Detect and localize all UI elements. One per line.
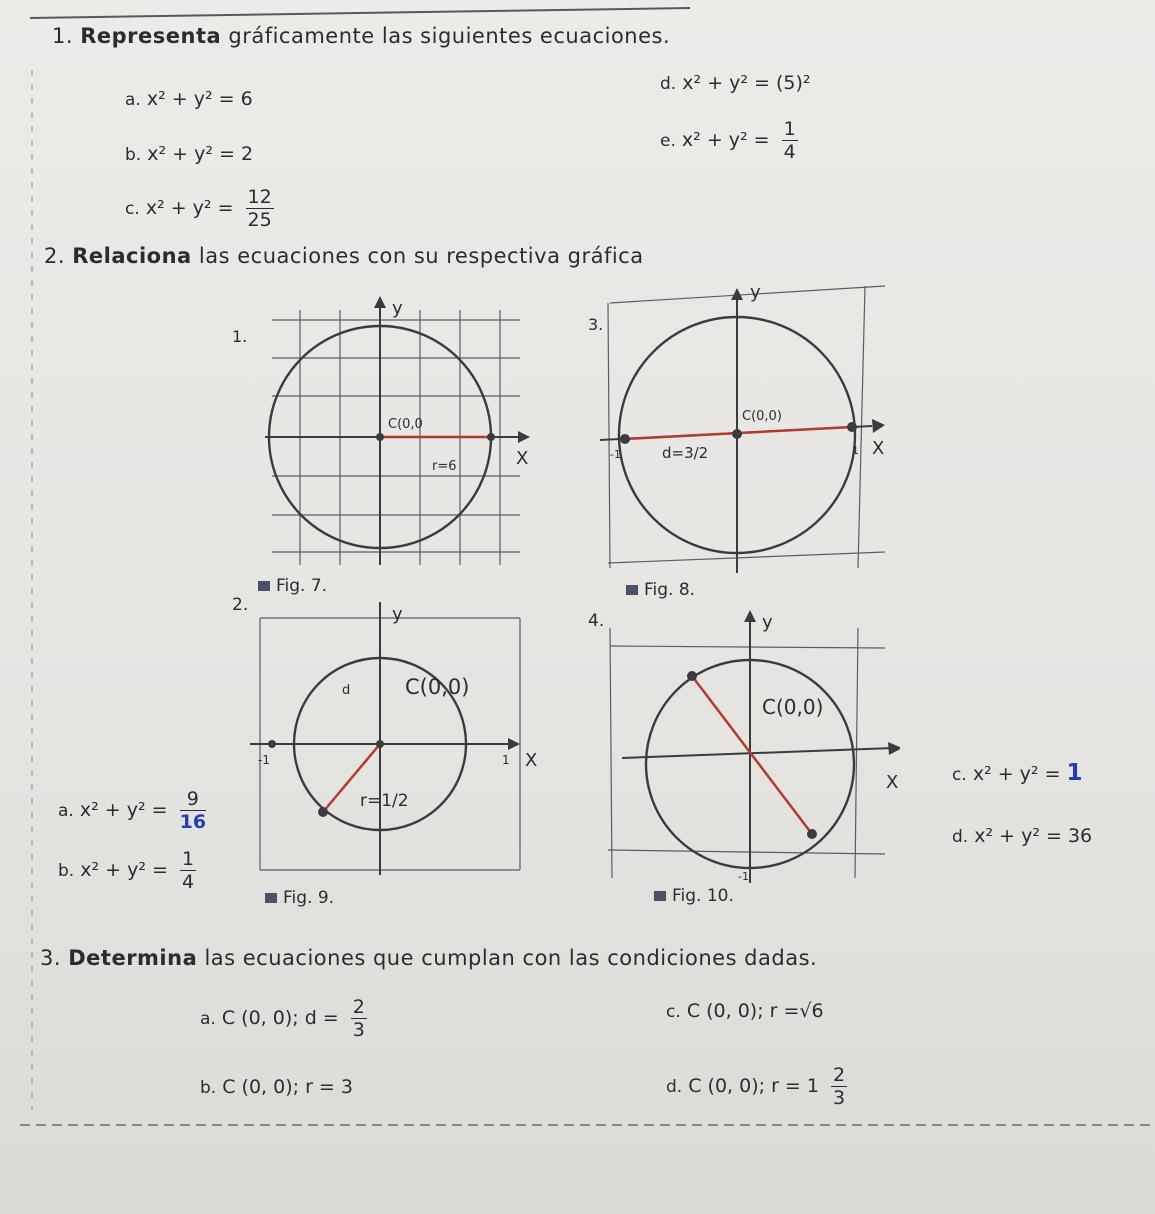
q3-rest: las ecuaciones que cumplan con las condiciones dadas. <box>204 946 818 970</box>
q1-e-eq: x² + y² = <box>681 129 770 151</box>
q1-e-letter: e. <box>660 131 676 151</box>
figure-8-center: C(0,0) <box>742 409 782 424</box>
q2-a-eq: x² + y² = <box>79 799 168 821</box>
figure-9-caption: Fig. 9. <box>265 888 334 908</box>
q3-a-text: C (0, 0); d = <box>221 1007 339 1029</box>
q1-b-eq: x² + y² = 2 <box>147 143 254 165</box>
figure-8-graph <box>580 278 900 578</box>
q3-d-text: C (0, 0); r = 1 <box>688 1075 819 1097</box>
q1-item-a <box>125 88 253 110</box>
figure-7-number: 1. <box>232 327 248 346</box>
figure-10-x-label: X <box>886 772 899 793</box>
figure-9-tick-neg: -1 <box>258 753 270 767</box>
q1-item-e <box>660 118 798 163</box>
q3-b-letter: b. <box>200 1078 217 1098</box>
q1-c-fraction: $\frac{12}{25}$ <box>247 186 272 231</box>
figure-8-caption: Fig. 8. <box>626 580 695 600</box>
q2-bold: Relaciona <box>72 244 192 268</box>
q3-a-fraction: $\frac{2}{3}$ <box>352 996 365 1041</box>
q2-heading <box>44 244 644 268</box>
q2-option-b <box>58 848 196 893</box>
figure-8-tick-neg: -1 <box>610 448 621 461</box>
q2-b-fraction: $\frac{1}{4}$ <box>181 848 195 893</box>
q1-a-eq: x² + y² = 6 <box>146 88 253 110</box>
q3-item-a <box>200 996 367 1041</box>
figure-7-x-label: X <box>516 448 529 469</box>
q2-d-eq: x² + y² = 36 <box>974 825 1093 847</box>
q1-rest: gráficamente las siguientes ecuaciones. <box>228 24 671 48</box>
q1-bold: Representa <box>80 24 222 48</box>
q1-c-eq: x² + y² = <box>145 197 234 219</box>
figure-9-graph <box>220 590 540 890</box>
figure-10-tick-neg: -1 <box>738 870 749 883</box>
q3-c-text: C (0, 0); r =√6 <box>686 1000 824 1022</box>
q2-b-eq: x² + y² = <box>80 859 168 881</box>
q1-d-eq: x² + y² = (5)² <box>682 72 811 94</box>
q1-b-letter: b. <box>125 145 142 165</box>
figure-7-y-label: y <box>392 298 403 319</box>
q3-item-d <box>666 1064 847 1109</box>
figure-9-radius: r=1/2 <box>360 791 409 811</box>
q2-a-letter: a. <box>58 801 74 821</box>
figure-8-y-label: y <box>750 282 761 303</box>
q2-rest: las ecuaciones con su respectiva gráfica <box>198 244 644 268</box>
q1-item-b <box>125 143 253 165</box>
figure-7-graph <box>220 290 550 600</box>
figure-8-number: 3. <box>588 315 604 334</box>
figure-9-d-label: d <box>342 683 351 698</box>
figure-7-center: C(0,0 <box>388 417 423 432</box>
figure-10-number: 4. <box>588 611 605 631</box>
q1-number: 1. <box>52 24 74 48</box>
q2-d-letter: d. <box>952 827 969 847</box>
q1-d-letter: d. <box>660 74 677 94</box>
figure-7-caption: Fig. 7. <box>258 576 327 596</box>
q3-item-c <box>666 1000 824 1022</box>
figure-10-y-label: y <box>762 612 773 633</box>
figure-9-center: C(0,0) <box>405 675 470 699</box>
q2-option-a <box>58 788 206 833</box>
figure-9-y-label: y <box>392 604 403 625</box>
q2-c-letter: c. <box>952 765 967 785</box>
figure-8-tick-pos: 1 <box>852 444 859 457</box>
q3-a-letter: a. <box>200 1009 216 1029</box>
figure-10-graph <box>580 598 900 888</box>
q1-heading <box>52 24 670 48</box>
q3-d-fraction: $\frac{2}{3}$ <box>833 1064 846 1109</box>
q2-b-letter: b. <box>58 861 75 881</box>
figure-9-tick-pos: 1 <box>502 753 510 767</box>
q2-option-c <box>952 760 1083 786</box>
q3-heading <box>40 946 817 970</box>
figure-8-diameter: d=3/2 <box>662 444 709 462</box>
q3-c-letter: c. <box>666 1002 681 1022</box>
q3-bold: Determina <box>68 946 198 970</box>
q1-item-c <box>125 186 274 231</box>
figure-8-x-label: X <box>872 438 885 459</box>
q2-number: 2. <box>44 244 66 268</box>
q3-b-text: C (0, 0); r = 3 <box>222 1076 353 1098</box>
figure-10-caption: Fig. 10. <box>654 886 734 906</box>
q3-item-b <box>200 1076 353 1098</box>
figure-9-number: 2. <box>232 595 249 615</box>
q3-number: 3. <box>40 946 62 970</box>
q2-option-d <box>952 825 1092 847</box>
figure-7-radius: r=6 <box>432 459 457 474</box>
q1-e-fraction: $\frac{1}{4}$ <box>783 118 796 163</box>
figure-9-x-label: X <box>525 750 538 771</box>
q1-item-d <box>660 72 811 94</box>
q1-a-letter: a. <box>125 90 141 110</box>
q2-c-handwritten-answer: 1 <box>1066 760 1083 786</box>
q1-c-letter: c. <box>125 199 140 219</box>
q2-a-fraction: $\frac{9}{16}$ <box>179 788 207 833</box>
q3-d-letter: d. <box>666 1077 683 1097</box>
figure-10-center: C(0,0) <box>762 695 824 719</box>
q2-c-eq: x² + y² = <box>972 763 1061 785</box>
